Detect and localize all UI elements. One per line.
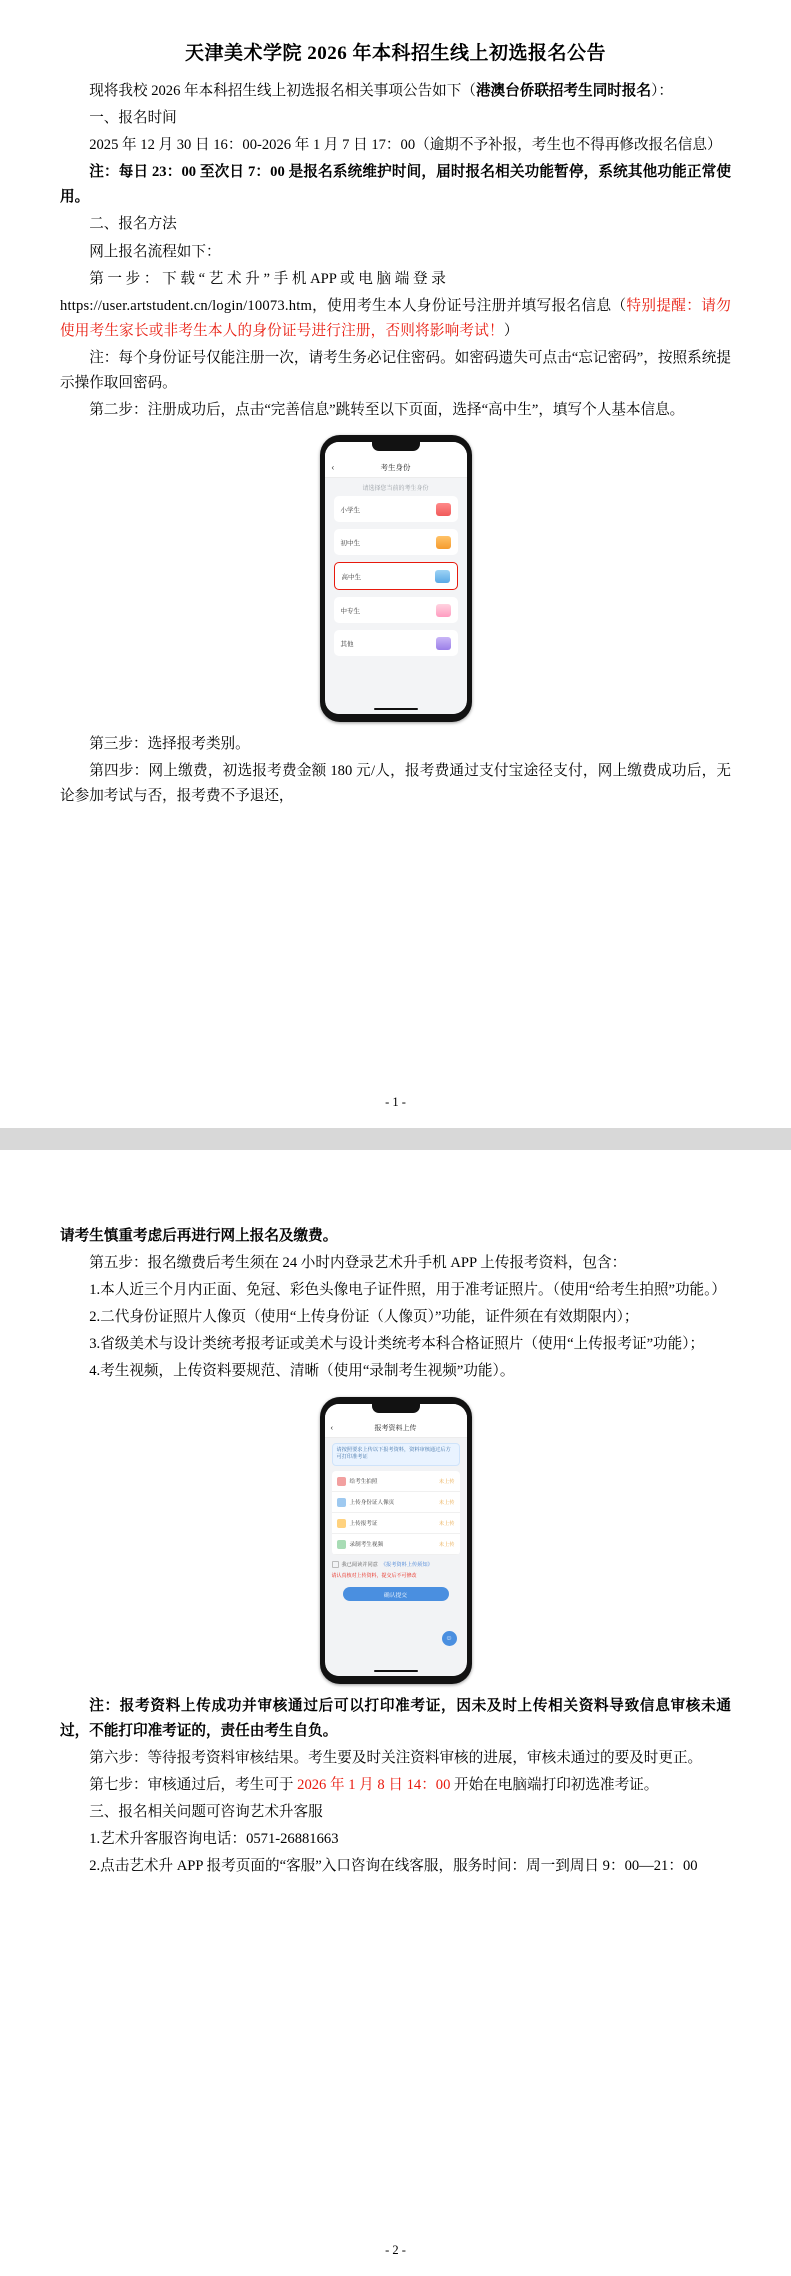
identity-tip: 请选择您当前的考生身份 (325, 478, 467, 496)
intro-text-bold: 港澳台侨联招考生同时报名 (475, 83, 652, 99)
agreement-row[interactable] (332, 1561, 460, 1568)
student-vocational-icon (436, 604, 451, 617)
upload-row-label: 上传身份证人像页 (349, 1500, 395, 1507)
home-indicator (325, 704, 467, 714)
section-heading-1: 一、报名时间 (89, 110, 177, 127)
option-label: 其他 (340, 640, 354, 648)
option-label: 中专生 (340, 607, 360, 615)
step-7 (60, 1773, 731, 1798)
option-label: 小学生 (340, 506, 360, 514)
upload-row[interactable] (332, 1534, 460, 1555)
phone-notch (372, 1404, 420, 1413)
step-2: 第二步：注册成功后，点击“完善信息”跳转至以下页面，选择“高中生”，填写个人基本信息。 (89, 402, 685, 419)
option-label: 初中生 (340, 539, 360, 547)
chevron-left-icon[interactable]: ‹ (331, 462, 335, 472)
student-other-icon (436, 637, 451, 650)
upload-row-list (332, 1471, 460, 1555)
upload-row-status: 未上传 (438, 1499, 455, 1506)
app-navbar (325, 1419, 467, 1438)
option-other-student[interactable] (334, 630, 458, 656)
step-5: 第五步：报名缴费后考生须在 24 小时内登录艺术升手机 APP 上传报考资料，包含： (89, 1255, 627, 1272)
camera-icon (337, 1477, 346, 1486)
upload-row-status: 未上传 (438, 1520, 455, 1527)
intro-paragraph (60, 79, 731, 104)
submit-button[interactable]: 确认提交 (343, 1587, 449, 1601)
step-1-tail: ） (503, 322, 519, 339)
document-page-1 (0, 0, 791, 1128)
option-vocational-student[interactable] (334, 597, 458, 623)
phone-notch (372, 442, 420, 451)
document-page-2 (0, 1150, 791, 2276)
upload-row[interactable] (332, 1492, 460, 1513)
home-indicator (325, 1666, 467, 1676)
app-navbar-title: 报考资料上传 (374, 1424, 417, 1432)
step-1 (60, 267, 731, 292)
step-1-url: https://user.artstudent.cn/login/10073.htm，使用考生本人身份证号注册并填写报名信息（ (60, 297, 627, 314)
option-senior-student[interactable] (334, 562, 458, 590)
upload-row[interactable] (332, 1471, 460, 1492)
intro-text-a: 现将我校 2026 年本科招生线上初选报名相关事项公告如下（ (89, 83, 476, 99)
page-number-2: - 2 - (385, 2243, 406, 2257)
page-separator (0, 1128, 791, 1150)
option-junior-student[interactable] (334, 529, 458, 555)
upload-row[interactable] (332, 1513, 460, 1534)
certificate-icon (337, 1519, 346, 1528)
step-7-text-a: 第七步：审核通过后，考生可于 (89, 1776, 298, 1793)
page-title: 天津美术学院 2026 年本科招生线上初选报名公告 (184, 43, 606, 64)
step-1-url-line (60, 294, 731, 344)
phone-frame (320, 1397, 472, 1684)
step-4: 第四步：网上缴费，初选报考费金额 180 元/人，报考费通过支付宝途径支付，网上缴费成功后，无论参加考试与否，报考费不予退还， (60, 763, 731, 805)
chevron-left-icon[interactable]: ‹ (330, 1423, 333, 1433)
option-label: 高中生 (341, 573, 361, 581)
upload-row-label: 给考生拍照 (349, 1479, 378, 1486)
upload-note-red: 注：报考资料上传成功并审核通过后可以打印准考证，因未及时上传相关资料导致信息审核未通过，不能打印准考证的，责任由考生自负。 (60, 1697, 731, 1739)
phone-screen (325, 1404, 467, 1676)
phone-mockup-upload (60, 1397, 731, 1684)
registration-time: 2025 年 12 月 30 日 16：00-2026 年 1 月 7 日 17：00（逾期不予补报，考生也不得再修改报名信息） (89, 137, 722, 154)
app-navbar-title: 考生身份 (380, 462, 411, 472)
step-7-text-b: 开始在电脑端打印初选准考证。 (450, 1776, 659, 1793)
upload-warning: 请认真核对上传资料，提交后不可修改 (331, 1573, 417, 1580)
material-item-4: 4.考生视频，上传资料要规范、清晰（使用“录制考生视频”功能）。 (89, 1363, 515, 1380)
checkbox-icon[interactable] (332, 1561, 339, 1568)
maintenance-note: 注：每日 23：00 至次日 7：00 是报名系统维护时间，届时报名相关功能暂停，系统其他功能正常使用。 (60, 164, 731, 206)
phone-mockup-identity (60, 435, 731, 722)
app-navbar (325, 457, 467, 478)
material-item-2: 2.二代身份证照片人像页（使用“上传身份证（人像页）”功能，证件须在有效期限内）； (89, 1309, 639, 1326)
material-item-1: 1.本人近三个月内正面、免冠、彩色头像电子证件照，用于准考证照片。（使用“给考生拍照”功能。） (89, 1282, 727, 1299)
headset-icon[interactable]: ☺ (442, 1631, 457, 1646)
phone-screen (325, 442, 467, 714)
option-primary-student[interactable] (334, 496, 458, 522)
video-icon (337, 1540, 346, 1549)
section-heading-3: 三、报名相关问题可咨询艺术升客服 (89, 1803, 323, 1820)
lead-bold-line: 请考生慎重考虑后再进行网上报名及缴费。 (60, 1228, 338, 1244)
agreement-link[interactable]: 《报考资料上传须知》 (380, 1562, 433, 1569)
upload-row-label: 上传报考证 (349, 1521, 378, 1528)
upload-banner: 请按照要求上传以下报考资料，资料审核通过后方可打印准考证 (332, 1443, 460, 1467)
step-7-date: 2026 年 1 月 8 日 14：00 (297, 1776, 451, 1793)
student-junior-icon (436, 536, 451, 549)
service-online: 2.点击艺术升 APP 报考页面的“客服”入口咨询在线客服，服务时间：周一到周日 9：00—21：00 (89, 1858, 698, 1875)
service-phone: 1.艺术升客服咨询电话：0571-26881663 (89, 1831, 339, 1848)
identity-option-list (325, 496, 467, 704)
flow-label: 网上报名流程如下： (89, 243, 221, 260)
upload-row-label: 录制考生视频 (349, 1542, 384, 1549)
step-1-text: 第 一 步 ： 下 载 “ 艺 术 升 ” 手 机 APP 或 电 脑 端 登 录 (89, 270, 446, 287)
agreement-text: 我已阅读并同意 (341, 1562, 378, 1569)
material-item-3: 3.省级美术与设计类统考报考证或美术与设计类统考本科合格证照片（使用“上传报考证”功能）； (89, 1336, 705, 1353)
section-heading-2: 二、报名方法 (89, 216, 177, 233)
upload-row-status: 未上传 (438, 1541, 455, 1548)
upload-row-status: 未上传 (438, 1478, 455, 1485)
step-1-warning: 特别提醒：请勿使用考生家长或非考生本人的身份证号进行注册，否则将影响考试！ (60, 297, 731, 339)
student-primary-icon (436, 503, 451, 516)
intro-text-c: ）： (651, 83, 673, 99)
page-number-1: - 1 - (385, 1095, 406, 1109)
password-note: 注：每个身份证号仅能注册一次，请考生务必记住密码。如密码遗失可点击“忘记密码”，按照系统提示操作取回密码。 (60, 349, 731, 392)
phone-frame (320, 435, 472, 722)
id-card-icon (337, 1498, 346, 1507)
step-6: 第六步：等待报考资料审核结果。考生要及时关注资料审核的进展，审核未通过的要及时更正。 (89, 1749, 703, 1766)
student-senior-icon (435, 570, 450, 583)
step-3: 第三步：选择报考类别。 (89, 736, 250, 753)
